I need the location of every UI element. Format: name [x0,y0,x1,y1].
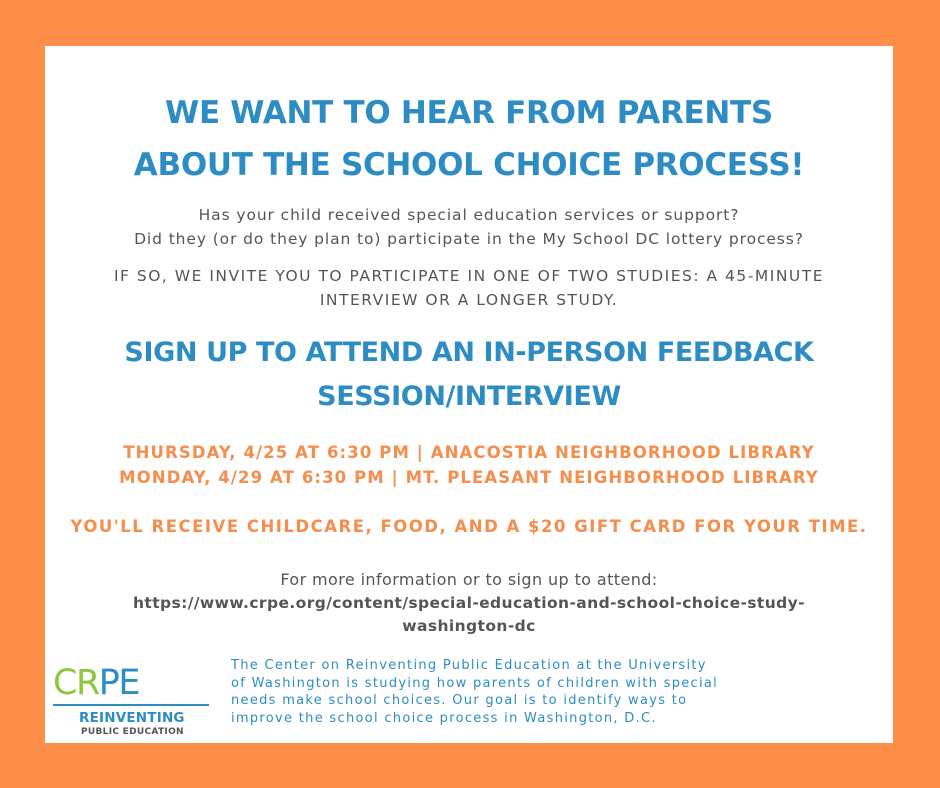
about-paragraph [231,657,891,727]
invite-line-2: INTERVIEW OR A LONGER STUDY. [319,291,619,309]
question-line-1: Has your child received special education services or support? [198,206,740,224]
incentive-text: YOU'LL RECEIVE CHILDCARE, FOOD, AND A $20 GIFT CARD FOR YOUR TIME. [70,517,868,536]
about-line-1: The Center on Reinventing Public Education at the University [231,658,707,673]
signup-heading-line-2: SESSION/INTERVIEW [317,381,621,412]
more-info-label: For more information or to sign up to attend: [280,570,658,589]
session-monday: MONDAY, 4/29 AT 6:30 PM | MT. PLEASANT NEIGHBORHOOD LIBRARY [119,468,819,487]
logo-reinventing: REINVENTING [79,710,185,726]
logo-divider [53,704,209,706]
session-thursday: THURSDAY, 4/25 AT 6:30 PM | ANACOSTIA NEIGHBORHOOD LIBRARY [123,443,815,462]
crpe-wordmark: CRPE [53,663,140,703]
headline-line-2: ABOUT THE SCHOOL CHOICE PROCESS! [133,147,805,183]
signup-url-line-1[interactable]: https://www.crpe.org/content/special-education-and-school-choice-study- [132,594,806,612]
signup-url-line-2[interactable]: washington-dc [402,617,536,635]
about-line-4: improve the school choice process in Washington, D.C. [231,710,657,726]
crpe-logo [53,663,215,737]
about-line-3: needs make school choices. Our goal is to identify ways to [231,693,688,708]
invite-line-1: IF SO, WE INVITE YOU TO PARTICIPATE IN ONE OF TWO STUDIES: A 45-MINUTE [113,267,825,285]
question-line-2: Did they (or do they plan to) participate in the My School DC lottery process? [134,230,804,248]
signup-heading-line-1: SIGN UP TO ATTEND AN IN-PERSON FEEDBACK [124,337,814,368]
logo-public-education: PUBLIC EDUCATION [81,727,184,737]
flyer-card [45,46,893,743]
about-line-2: of Washington is studying how parents of children with special [231,675,719,691]
headline-line-1: WE WANT TO HEAR FROM PARENTS [165,95,773,131]
